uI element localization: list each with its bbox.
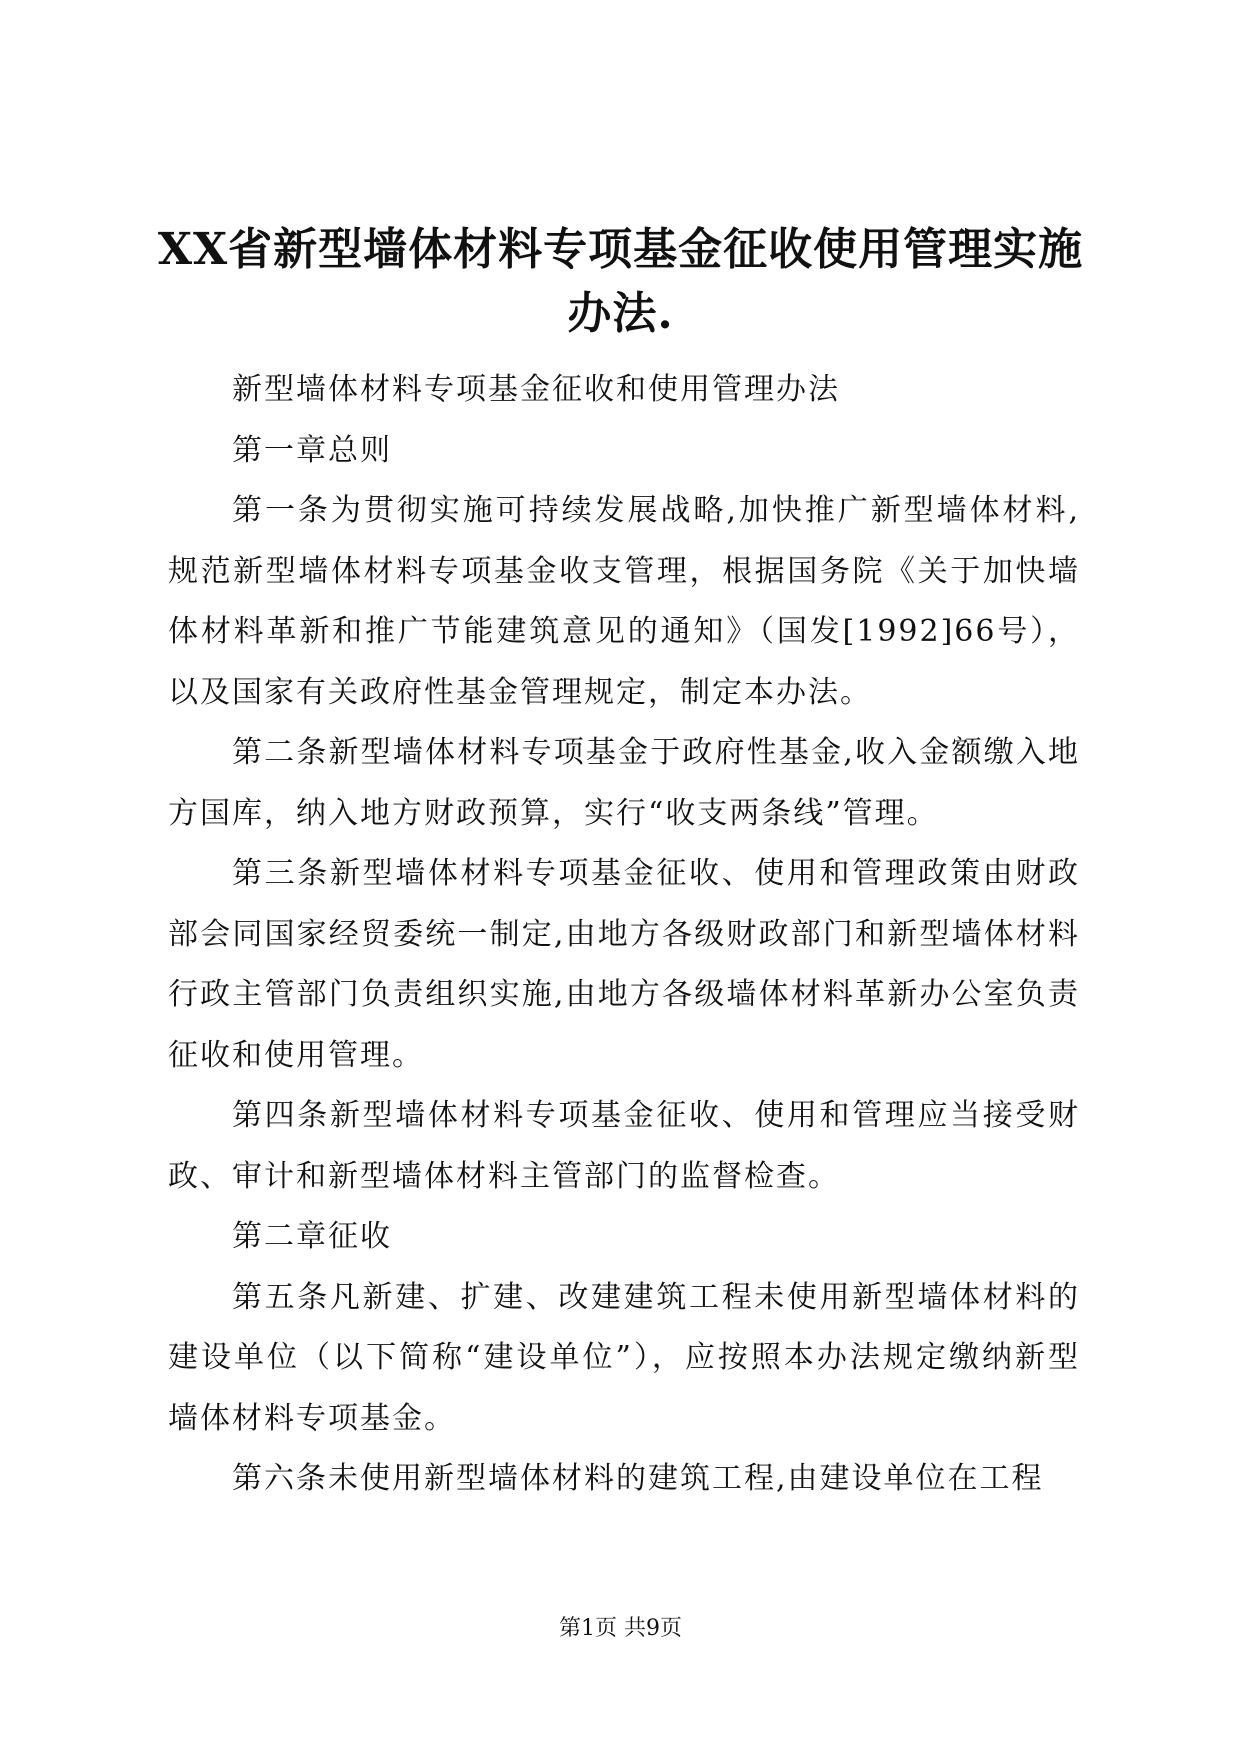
article-paragraph: 第六条未使用新型墙体材料的建筑工程,由建设单位在工程 — [232, 1461, 1044, 1496]
page-footer — [0, 1614, 1241, 1644]
article-paragraph: 第四条新型墙体材料专项基金征收、使用和管理应当接受财政、审计和新型墙体材料主管部门的监督检查。 — [168, 1098, 1080, 1194]
document-title: XX省新型墙体材料专项基金征收使用管理实施办法. — [157, 224, 1084, 339]
article-paragraph: 第一条为贯彻实施可持续发展战略,加快推广新型墙体材料,规范新型墙体材料专项基金收支管理，根据国务院《关于加快墙体材料革新和推广节能建筑意见的通知》（国发[1992]66号），以及国家有关政府性基金管理规定，制定本办法。 — [168, 493, 1080, 710]
page-number: 第1页 共9页 — [559, 1616, 682, 1641]
subtitle-paragraph: 新型墙体材料专项基金征收和使用管理办法 — [232, 372, 840, 407]
article-paragraph: 第二条新型墙体材料专项基金于政府性基金,收入金额缴入地方国库，纳入地方财政预算，实行“收支两条线”管理。 — [168, 735, 1080, 831]
article-paragraph: 第三条新型墙体材料专项基金征收、使用和管理政策由财政部会同国家经贸委统一制定,由地方各级财政部门和新型墙体材料行政主管部门负责组织实施,由地方各级墙体材料革新办公室负责征收和使用管理。 — [168, 856, 1080, 1073]
chapter-heading: 第二章征收 — [232, 1219, 392, 1254]
chapter-heading: 第一章总则 — [232, 432, 392, 468]
article-paragraph: 第五条凡新建、扩建、改建建筑工程未使用新型墙体材料的建设单位（以下简称“建设单位”），应按照本办法规定缴纳新型墙体材料专项基金。 — [168, 1279, 1080, 1436]
document-body — [168, 360, 1080, 1510]
